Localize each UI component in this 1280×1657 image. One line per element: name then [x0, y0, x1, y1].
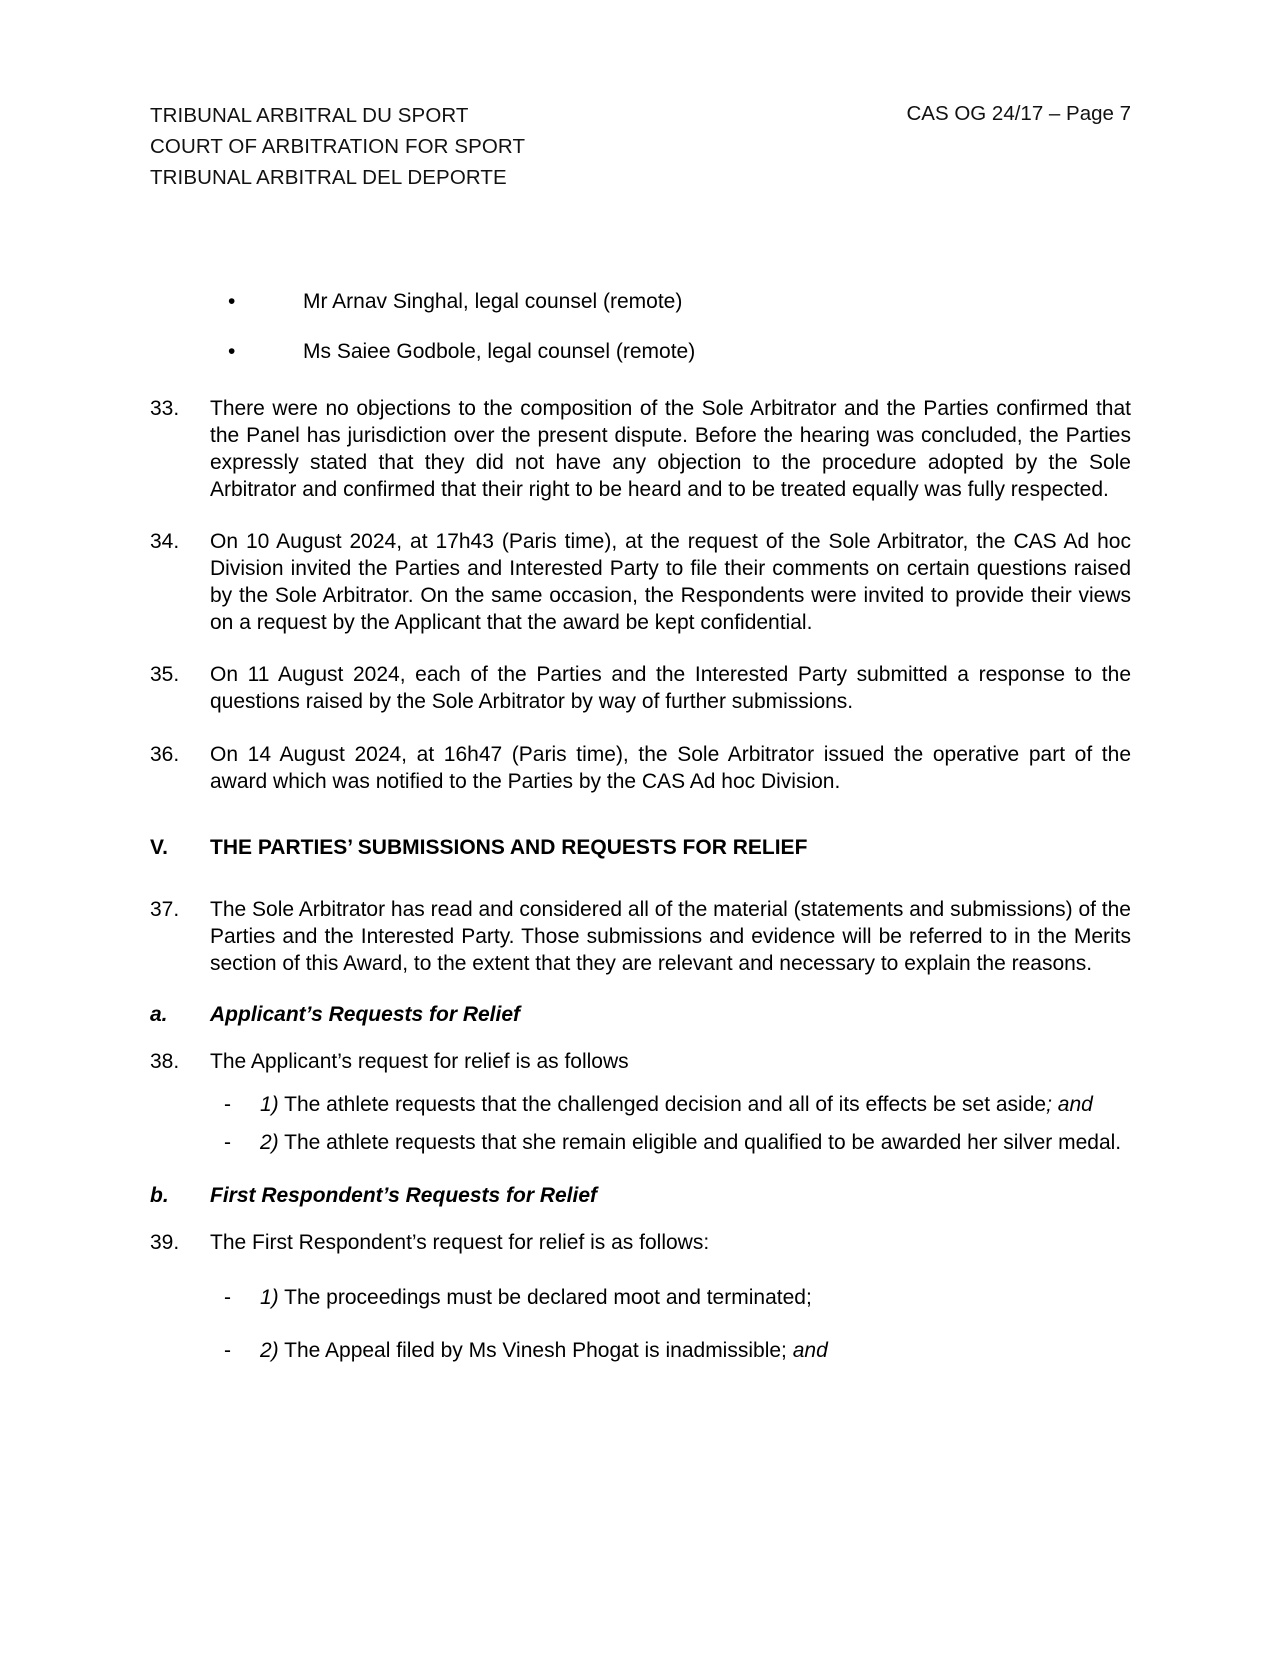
- paragraph-text: On 14 August 2024, at 16h47 (Paris time), the Sole Arbitrator issued the operative part of the award which was notified to the Parties by the CAS Ad hoc Division.: [210, 743, 1131, 793]
- relief-item-text: [210, 1284, 1131, 1311]
- subsection-letter: b.: [150, 1184, 169, 1207]
- paragraph-35: [150, 661, 1131, 715]
- bullet-icon: •: [228, 340, 236, 363]
- paragraph-text: On 11 August 2024, each of the Parties and the Interested Party submitted a response to the questions raised by the Sole Arbitrator by way of further submissions.: [210, 663, 1131, 713]
- relief-item-body: The athlete requests that she remain eligible and qualified to be awarded her silver medal.: [278, 1131, 1122, 1154]
- paragraph-text: The Sole Arbitrator has read and considered all of the material (statements and submissions) of the Parties and the Interested Party. Those submissions and evidence will be referred to in the Merits section of this Award, to the extent that they are relevant and necessary to explain the reasons.: [210, 898, 1131, 975]
- dash-icon: -: [224, 1131, 231, 1154]
- relief-item-prefix: 1): [260, 1286, 279, 1309]
- respondent-relief-item-2: [150, 1337, 1131, 1364]
- applicant-relief-item-1: [150, 1091, 1131, 1118]
- relief-item-text: [210, 1337, 1131, 1364]
- paragraph-33: [150, 395, 1131, 503]
- dash-icon: -: [224, 1093, 231, 1116]
- subsection-heading-b: [150, 1182, 1131, 1209]
- relief-item-body: The proceedings must be declared moot and terminated;: [278, 1286, 812, 1309]
- relief-item-text: [210, 1091, 1131, 1118]
- applicant-relief-item-2: [150, 1129, 1131, 1156]
- section-heading-v: [150, 834, 1131, 861]
- paragraph-number: 36.: [150, 743, 180, 766]
- letterhead-line-es: TRIBUNAL ARBITRAL DEL DEPORTE: [150, 166, 507, 189]
- relief-item-body: The Appeal filed by Ms Vinesh Phogat is inadmissible;: [278, 1339, 787, 1362]
- paragraph-number: 39.: [150, 1231, 180, 1254]
- relief-item-prefix: 1): [260, 1093, 279, 1116]
- attendee-list-item: [150, 338, 1131, 365]
- section-number: V.: [150, 836, 168, 859]
- paragraph-text: There were no objections to the composition of the Sole Arbitrator and the Parties confirmed that the Panel has jurisdiction over the present dispute. Before the hearing was concluded, the Parties expressly stated that they did not have any objection to the procedure adopted by the Sole Arbitrator and confirmed that their right to be heard and to be treated equally was fully respected.: [210, 397, 1131, 501]
- bullet-icon: •: [228, 290, 236, 313]
- respondent-relief-item-1: [150, 1284, 1131, 1311]
- letterhead-line-en: COURT OF ARBITRATION FOR SPORT: [150, 135, 526, 158]
- section-title: THE PARTIES’ SUBMISSIONS AND REQUESTS FOR RELIEF: [210, 836, 808, 859]
- paragraph-number: 38.: [150, 1050, 180, 1073]
- page-header: [150, 100, 1131, 193]
- paragraph-number: 34.: [150, 530, 180, 553]
- subsection-letter: a.: [150, 1003, 168, 1026]
- paragraph-text: The Applicant’s request for relief is as follows: [210, 1050, 629, 1073]
- attendee-name: Ms Saiee Godbole, legal counsel (remote): [303, 340, 696, 363]
- dash-icon: -: [224, 1286, 231, 1309]
- paragraph-text: On 10 August 2024, at 17h43 (Paris time), at the request of the Sole Arbitrator, the CAS Ad hoc Division invited the Parties and Interested Party to file their comments on certain questions raised by the Sole Arbitrator. On the same occasion, the Respondents were invited to provide their views on a request by the Applicant that the award be kept confidential.: [210, 530, 1131, 634]
- dash-icon: -: [224, 1339, 231, 1362]
- tribunal-letterhead: [150, 100, 525, 193]
- subsection-title: First Respondent’s Requests for Relief: [210, 1184, 598, 1207]
- paragraph-38: [150, 1048, 1131, 1075]
- paragraph-34: [150, 528, 1131, 636]
- paragraph-number: 35.: [150, 663, 180, 686]
- paragraph-37: [150, 896, 1131, 977]
- relief-item-prefix: 2): [260, 1339, 279, 1362]
- paragraph-39: [150, 1229, 1131, 1256]
- subsection-title: Applicant’s Requests for Relief: [210, 1003, 521, 1026]
- paragraph-text: The First Respondent’s request for relief is as follows:: [210, 1231, 710, 1254]
- paragraph-number: 37.: [150, 898, 180, 921]
- letterhead-line-fr: TRIBUNAL ARBITRAL DU SPORT: [150, 104, 469, 127]
- relief-item-suffix: and: [786, 1339, 828, 1362]
- relief-item-suffix: ; and: [1046, 1093, 1093, 1116]
- subsection-heading-a: [150, 1001, 1131, 1028]
- case-reference-page-number: CAS OG 24/17 – Page 7: [906, 102, 1131, 125]
- paragraph-number: 33.: [150, 397, 180, 420]
- attendee-list-item: [150, 288, 1131, 315]
- relief-item-text: [210, 1129, 1131, 1156]
- relief-item-prefix: 2): [260, 1131, 279, 1154]
- paragraph-36: [150, 741, 1131, 795]
- relief-item-body: The athlete requests that the challenged decision and all of its effects be set aside: [278, 1093, 1047, 1116]
- attendee-name: Mr Arnav Singhal, legal counsel (remote): [303, 290, 683, 313]
